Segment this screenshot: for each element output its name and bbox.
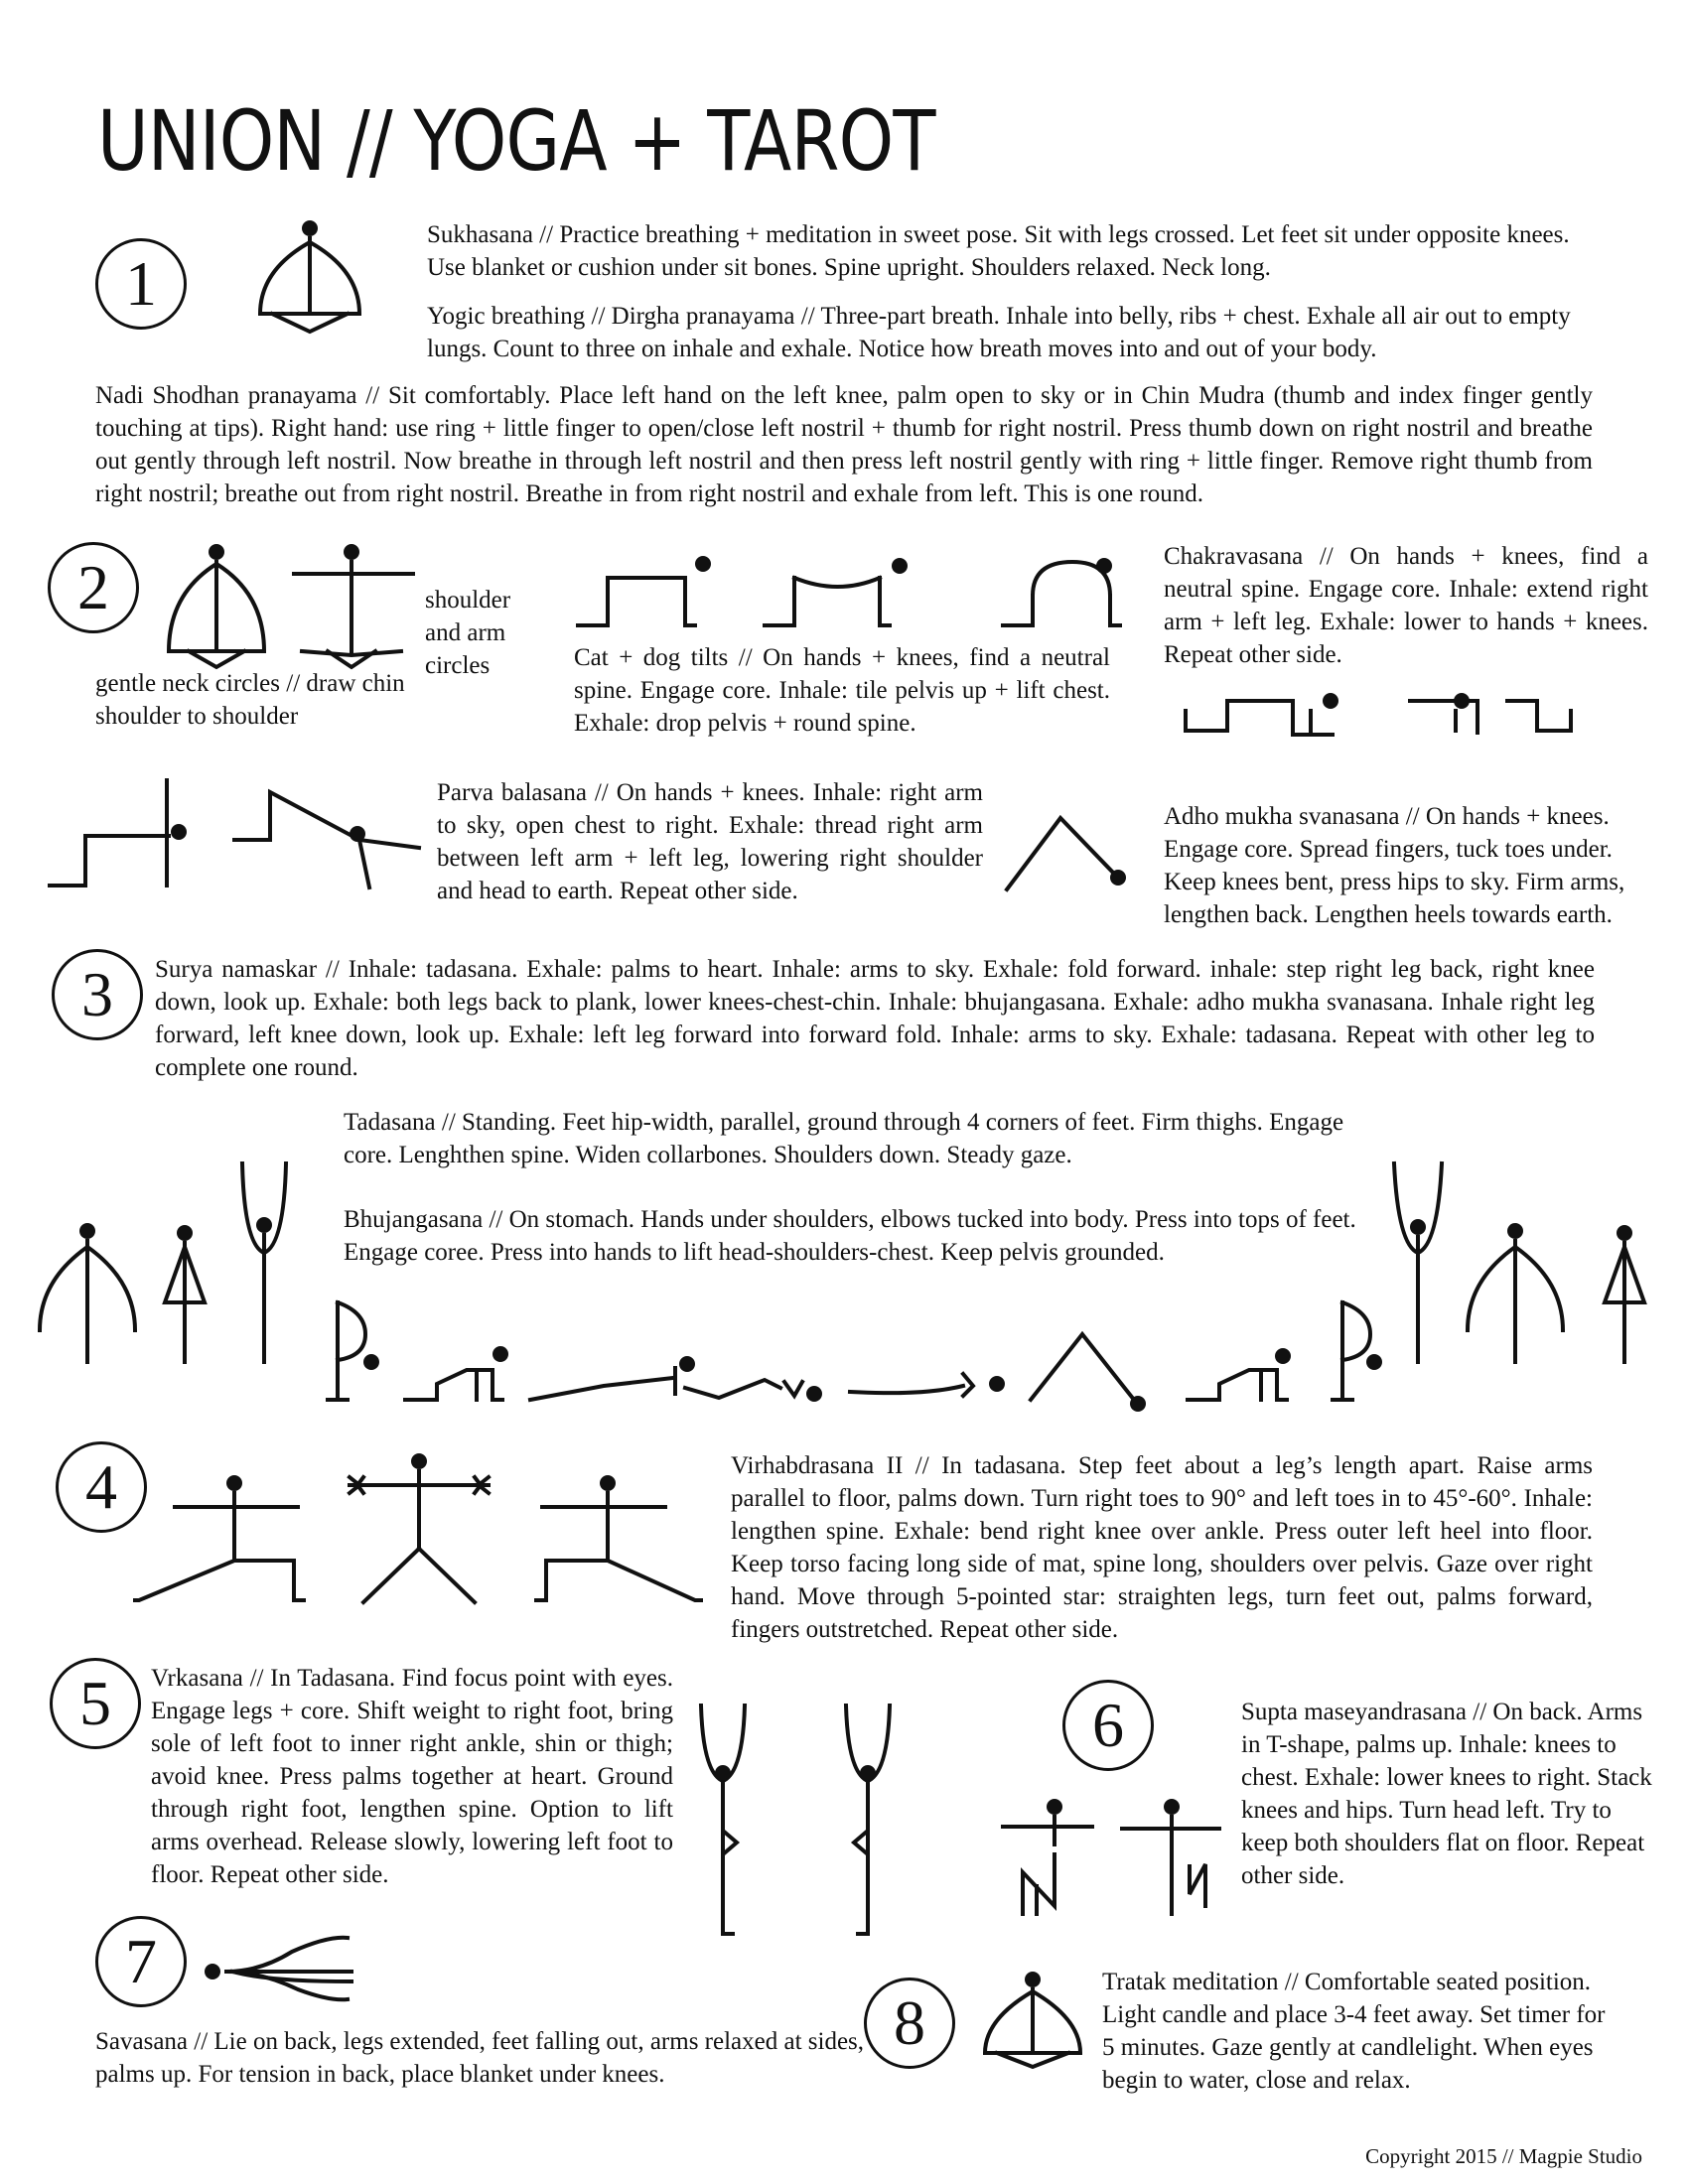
warrior-left-figure-icon bbox=[135, 1475, 304, 1600]
low-lunge-right-figure-icon bbox=[1188, 1348, 1291, 1400]
supine-twist-left-figure-icon bbox=[1003, 1799, 1092, 1914]
warrior-right-figure-icon bbox=[536, 1475, 701, 1600]
palms-to-heart-right-figure-icon bbox=[1468, 1223, 1563, 1362]
thread-needle-figure-icon bbox=[234, 792, 419, 887]
tadasana-figure-icon bbox=[165, 1225, 205, 1362]
sukhasana-figure-icon bbox=[260, 220, 359, 332]
tratak-figure-icon bbox=[985, 1972, 1080, 2067]
adho-mukha-figure-icon bbox=[1007, 818, 1126, 889]
palms-to-heart-figure-icon bbox=[40, 1223, 135, 1362]
supine-twist-right-figure-icon bbox=[1122, 1799, 1219, 1914]
step-number-4: 4 bbox=[56, 1441, 147, 1533]
forward-fold-figure-icon bbox=[328, 1302, 379, 1400]
shoulder-circles-figure-icon bbox=[294, 544, 413, 667]
yogic-breathing-text: Yogic breathing // Dirgha pranayama // Three-part breath. Inhale into belly, ribs + chest. Exhale all air out to empty lungs. Count to three on inhale and exhale. Notice how breath moves into and out of your body. bbox=[427, 303, 1571, 362]
virhabdrasana-text: Virhabdrasana II // In tadasana. Step feet about a leg’s length apart. Raise arms parallel to floor, palms down. Turn right toes to 90° and left toes in to 45°-60°. Inhale: lengthen spine. Exhale: bend right knee over ankle. Press outer left heel into floor. Keep torso facing long side of mat, spine long, shoulders over pelvis. Gaze over right hand. Move through 5-pointed star: straighten legs, turn feet out, palms forward, fingers outstretched. Repeat other side. bbox=[731, 1452, 1593, 1643]
savasana-text: Savasana // Lie on back, legs extended, feet falling out, arms relaxed at sides, palms up. For tension in back, place blanket under knees. bbox=[95, 2028, 865, 2088]
tree-pose-right-figure-icon bbox=[846, 1706, 890, 1934]
downward-dog-seq-figure-icon bbox=[1031, 1334, 1146, 1412]
forward-fold-right-figure-icon bbox=[1333, 1302, 1382, 1400]
vrkasana-text: Vrkasana // In Tadasana. Find focus point with eyes. Engage legs + core. Shift weight to right foot, bring sole of left foot to inner right ankle, shin or thigh; avoid knee. Press palms together at heart. Ground through right foot, lengthen spine. Option to lift arms overhead. Release slowly, lowering left foot to floor. Repeat other side. bbox=[151, 1665, 673, 1888]
shoulder-circles-text: shoulder and arm circles bbox=[425, 587, 511, 679]
parva-balasana-figure-icon bbox=[50, 780, 187, 886]
sukhasana-text: Sukhasana // Practice breathing + meditation in sweet pose. Sit with legs crossed. Let feet sit under opposite knees. Use blanket or cushion under sit bones. Spine upright. Shoulders relaxed. Neck long. bbox=[427, 221, 1570, 281]
cat-dog-text: Cat + dog tilts // On hands + knees, find a neutral spine. Engage core. Inhale: tile pelvis up + lift chest. Exhale: drop pelvis + round spine. bbox=[574, 644, 1110, 737]
supta-text: Supta maseyandrasana // On back. Arms in T-shape, palms up. Inhale: knees to chest. Exhale: lower knees to right. Stack knees and hips. Turn head left. Try to keep both shoulders flat on floor. Repeat other side. bbox=[1241, 1699, 1652, 1889]
chakravasana-text: Chakravasana // On hands + knees, find a neutral spine. Engage core. Inhale: extend right arm + left leg. Exhale: lower to hands + knees. Repeat other side. bbox=[1164, 543, 1648, 668]
neck-circles-figure-icon bbox=[169, 544, 264, 667]
bhujangasana-figure-icon bbox=[850, 1374, 1005, 1396]
bhujangasana-text: Bhujangasana // On stomach. Hands under shoulders, elbows tucked into body. Press into tops of feet. Engage coree. Press into hands to lift head-shoulders-chest. Keep pelvis grounded. bbox=[344, 1206, 1356, 1266]
knees-chest-chin-figure-icon bbox=[685, 1380, 822, 1402]
adho-mukha-text: Adho mukha svanasana // On hands + knees. Engage core. Spread fingers, tuck toes under. Keep knees bent, press hips to sky. Firm arms, lengthen back. Lengthen heels towards earth. bbox=[1164, 803, 1625, 928]
tadasana-text: Tadasana // Standing. Feet hip-width, parallel, ground through 4 corners of feet. Firm thighs. Engage core. Lenghthen spine. Widen collarbones. Shoulders down. Steady gaze. bbox=[344, 1109, 1344, 1168]
page-title: UNION // YOGA + TAROT bbox=[97, 92, 935, 190]
neutral-spine-figure-icon bbox=[578, 556, 711, 625]
step-number-6: 6 bbox=[1062, 1680, 1154, 1771]
step-number-5: 5 bbox=[50, 1658, 141, 1749]
tratak-text: Tratak meditation // Comfortable seated position. Light candle and place 3-4 feet away. Set timer for 5 minutes. Gaze gently at candlelight. When eyes begin to water, close and relax. bbox=[1102, 1969, 1606, 2094]
savasana-figure-icon bbox=[205, 1938, 352, 2000]
step-number-8: 8 bbox=[864, 1978, 955, 2069]
tree-pose-left-figure-icon bbox=[701, 1706, 745, 1934]
step-number-2: 2 bbox=[48, 542, 139, 633]
five-pointed-star-figure-icon bbox=[350, 1453, 489, 1602]
low-lunge-figure-icon bbox=[405, 1346, 508, 1400]
nadi-shodhan-text: Nadi Shodhan pranayama // Sit comfortably. Place left hand on the left knee, palm open to sky or in Chin Mudra (thumb and index finger gently touching at tips). Right hand: use ring + little finger to open/close left nostril + thumb for right nostril. Press thumb down on right nostril and breathe out gently through left nostril. Now breathe in through left nostril and then press left nostril gently with ring + little finger. Remove right thumb from right nostril; breathe out from right nostril. Breathe in from right nostril and exhale from left. This is one round. bbox=[95, 382, 1593, 507]
copyright: Copyright 2015 // Magpie Studio bbox=[1365, 2144, 1642, 2168]
arms-to-sky-figure-icon bbox=[242, 1163, 286, 1362]
arms-to-sky-right-figure-icon bbox=[1394, 1163, 1442, 1362]
step-number-1: 1 bbox=[95, 238, 187, 330]
step-number-7: 7 bbox=[95, 1916, 187, 2007]
neck-circles-text: gentle neck circles // draw chin shoulder to shoulder bbox=[95, 670, 405, 730]
step-number-3: 3 bbox=[52, 949, 143, 1040]
parva-balasana-text: Parva balasana // On hands + knees. Inhale: right arm to sky, open chest to right. Exhale: thread right arm between left arm + left leg, lowering right shoulder and head to earth. Repeat other side. bbox=[437, 779, 983, 904]
dog-tilt-figure-icon bbox=[1003, 558, 1120, 625]
surya-namaskar-text: Surya namaskar // Inhale: tadasana. Exhale: palms to heart. Inhale: arms to sky. Exhale: fold forward. inhale: step right leg back, right knee down, look up. Exhale: both legs back to plank, lower knees-chest-chin. Inhale: bhujangasana. Exhale: adho mukha svanasana. Inhale right leg forward, left knee down, look up. Exhale: left leg forward into forward fold. Inhale: arms to sky. Exhale: tadasana. Repeat with other leg to complete one round. bbox=[155, 956, 1595, 1081]
tadasana-right-figure-icon bbox=[1605, 1225, 1644, 1362]
plank-figure-icon bbox=[530, 1356, 695, 1400]
cat-tilt-figure-icon bbox=[765, 558, 908, 625]
chakravasana-figure-icon bbox=[1186, 693, 1571, 735]
